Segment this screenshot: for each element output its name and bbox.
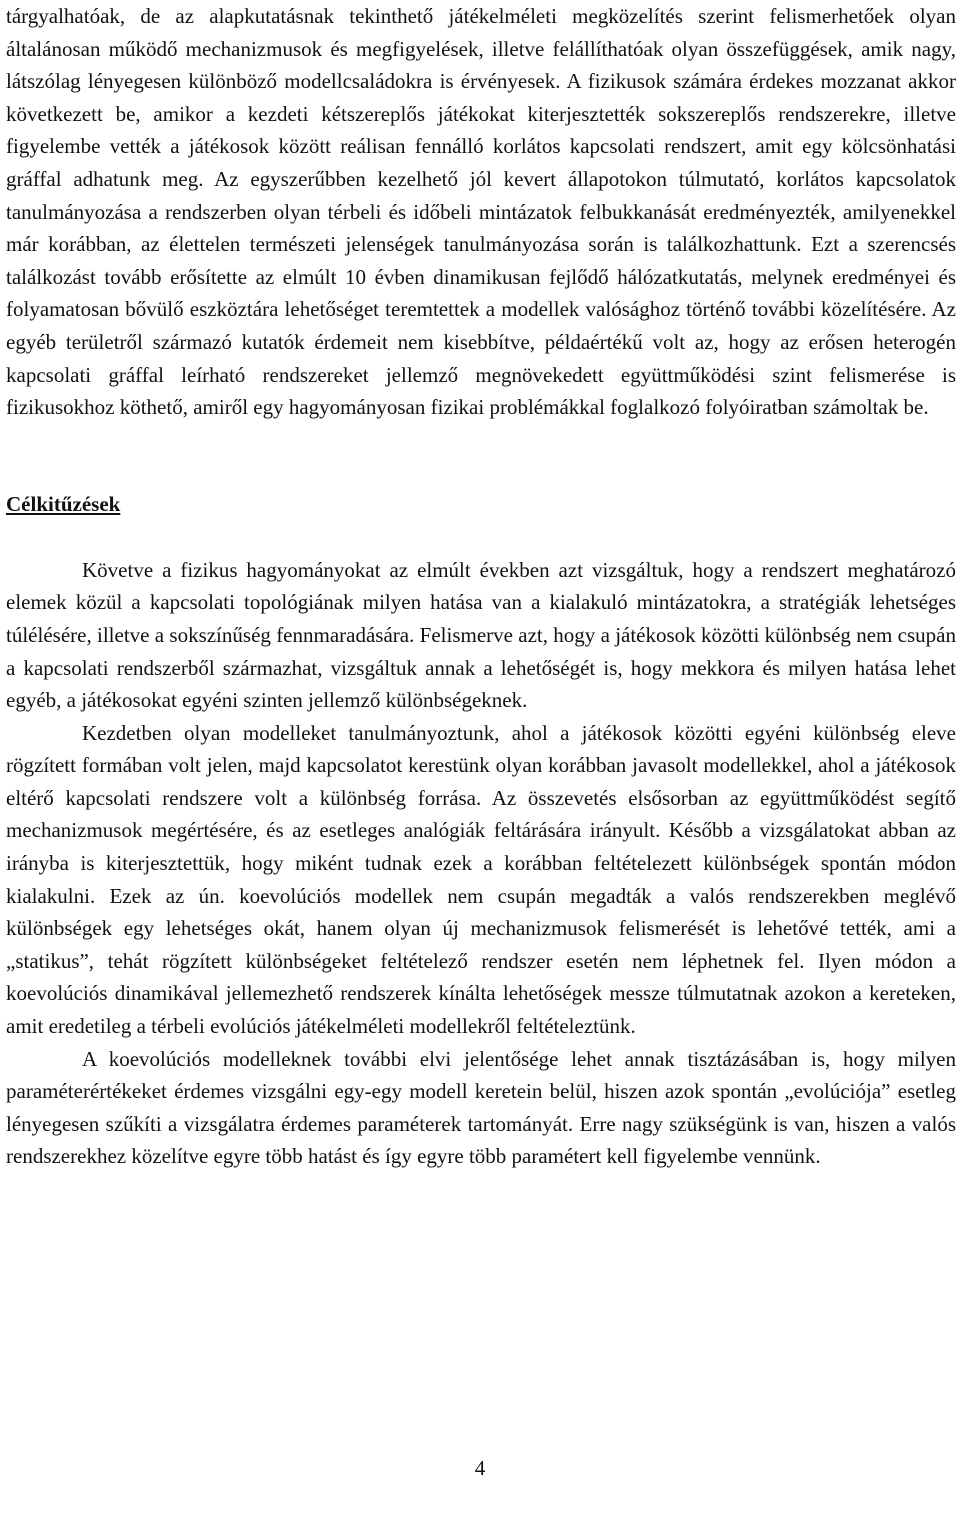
document-page: [6, 0, 956, 1515]
spacer: [6, 520, 956, 554]
paragraph-parameters: A koevolúciós modelleknek további elvi jelentősége lehet annak tisztázásában is, hogy milyen paraméterértékeket érdemes vizsgálni egy-egy modell keretein belül, hiszen azok spontán „evolúciója” esetleg lényegesen szűkíti a vizsgálatra érdemes paraméterek tartományát. Erre nagy szükségünk is van, hiszen a valós rendszerekhez közelítve egyre több hatást és így egyre több paramétert kell figyelembe vennünk.: [6, 1046, 956, 1169]
spacer: [6, 424, 956, 488]
paragraph-coevolution: Kezdetben olyan modelleket tanulmányoztunk, ahol a játékosok közötti egyéni különbség eleve rögzített formában volt jelen, majd kapcsolatot kerestünk olyan korábban javasolt modellekkel, ahol a játékosok eltérő kapcsolati rendszere volt a különbség forrása. Az összevetés elsősorban az együttműködést segítő mechanizmusok megértésére, és az esetleges analógiák feltárására irányult. Később a vizsgálatokat abban az irányba is kiterjesztettük, hogy miként tudnak ezek a korábban feltételezett különbségek spontán módon kialakulni. Ezek az ún. koevolúciós modellek nem csupán megadták a valós rendszerekben meglévő különbségek egy lehetséges okát, hanem olyan új mechanizmusok felismerését is lehetővé tették, ami a „statikus”, tehát rögzített különbségeket feltételező rendszer esetén nem léphetnek fel. Ilyen módon a koevolúciós dinamikával jellemezhető rendszerek kínálta lehetőségek messze túlmutatnak azokon a kereteken, amit eredetileg a térbeli evolúciós játékelméleti modellekről feltételeztünk.: [6, 720, 956, 1039]
paragraph-intro-continuation: tárgyalhatóak, de az alapkutatásnak tekinthető játékelméleti megközelítés szerint felismerhetőek olyan általánosan működő mechanizmusok és megfigyelések, illetve felállíthatóak olyan összefüggések, amik nagy, látszólag lényegesen különböző modellcsaládokra is érvényesek. A fizikusok számára érdekes mozzanat akkor következett be, amikor a kezdeti kétszereplős játékokat kiterjesztették sokszereplős rendszerekre, illetve figyelembe vették a játékosok között reálisan fennálló korlátos kapcsolati rendszert, amit egy kölcsönhatási gráffal adhatunk meg. Az egyszerűbben kezelhető jól kevert állapotokon túlmutató, korlátos kapcsolatok tanulmányozása a rendszerben olyan térbeli és időbeli mintázatok felbukkanását eredményezték, amilyenekkel már korábban, az élettelen természeti jelenségek tanulmányozása során is találkozhattunk. Ezt a szerencsés találkozást tovább erősítette az elmúlt 10 évben dinamikusan fejlődő hálózatkutatás, melynek eredményei és folyamatosan bővülő eszköztára lehetőséget teremtettek a modellek valósághoz történő további közelítésére. Az egyéb területről származó kutatók érdemeit nem kisebbítve, példaértékű volt az, hogy az erősen heterogén kapcsolati gráffal leírható rendszereket jellemző megnövekedett együttműködési szint felismerése is fizikusokhoz köthető, amiről egy hagyományosan fizikai problémákkal foglalkozó folyóiratban számoltak be.: [6, 4, 956, 420]
page-number: 4: [474, 1456, 486, 1480]
section-heading-celkituzesek: Célkitűzések: [6, 491, 121, 516]
paragraph-topology: Követve a fizikus hagyományokat az elmúlt években azt vizsgáltuk, hogy a rendszert meghatározó elemek közül a kapcsolati topológiának milyen hatása van a kialakuló mintázatokra, a stratégiák lehetséges túlélésére, illetve a sokszínűség fennmaradására. Felismerve azt, hogy a játékosok közötti különbség nem csupán a kapcsolati rendszerből származhat, vizsgáltuk annak a lehetőségét is, hogy mekkora és milyen hatása lehet egyéb, a játékosokat egyéni szinten jellemző különbségeknek.: [6, 557, 956, 713]
